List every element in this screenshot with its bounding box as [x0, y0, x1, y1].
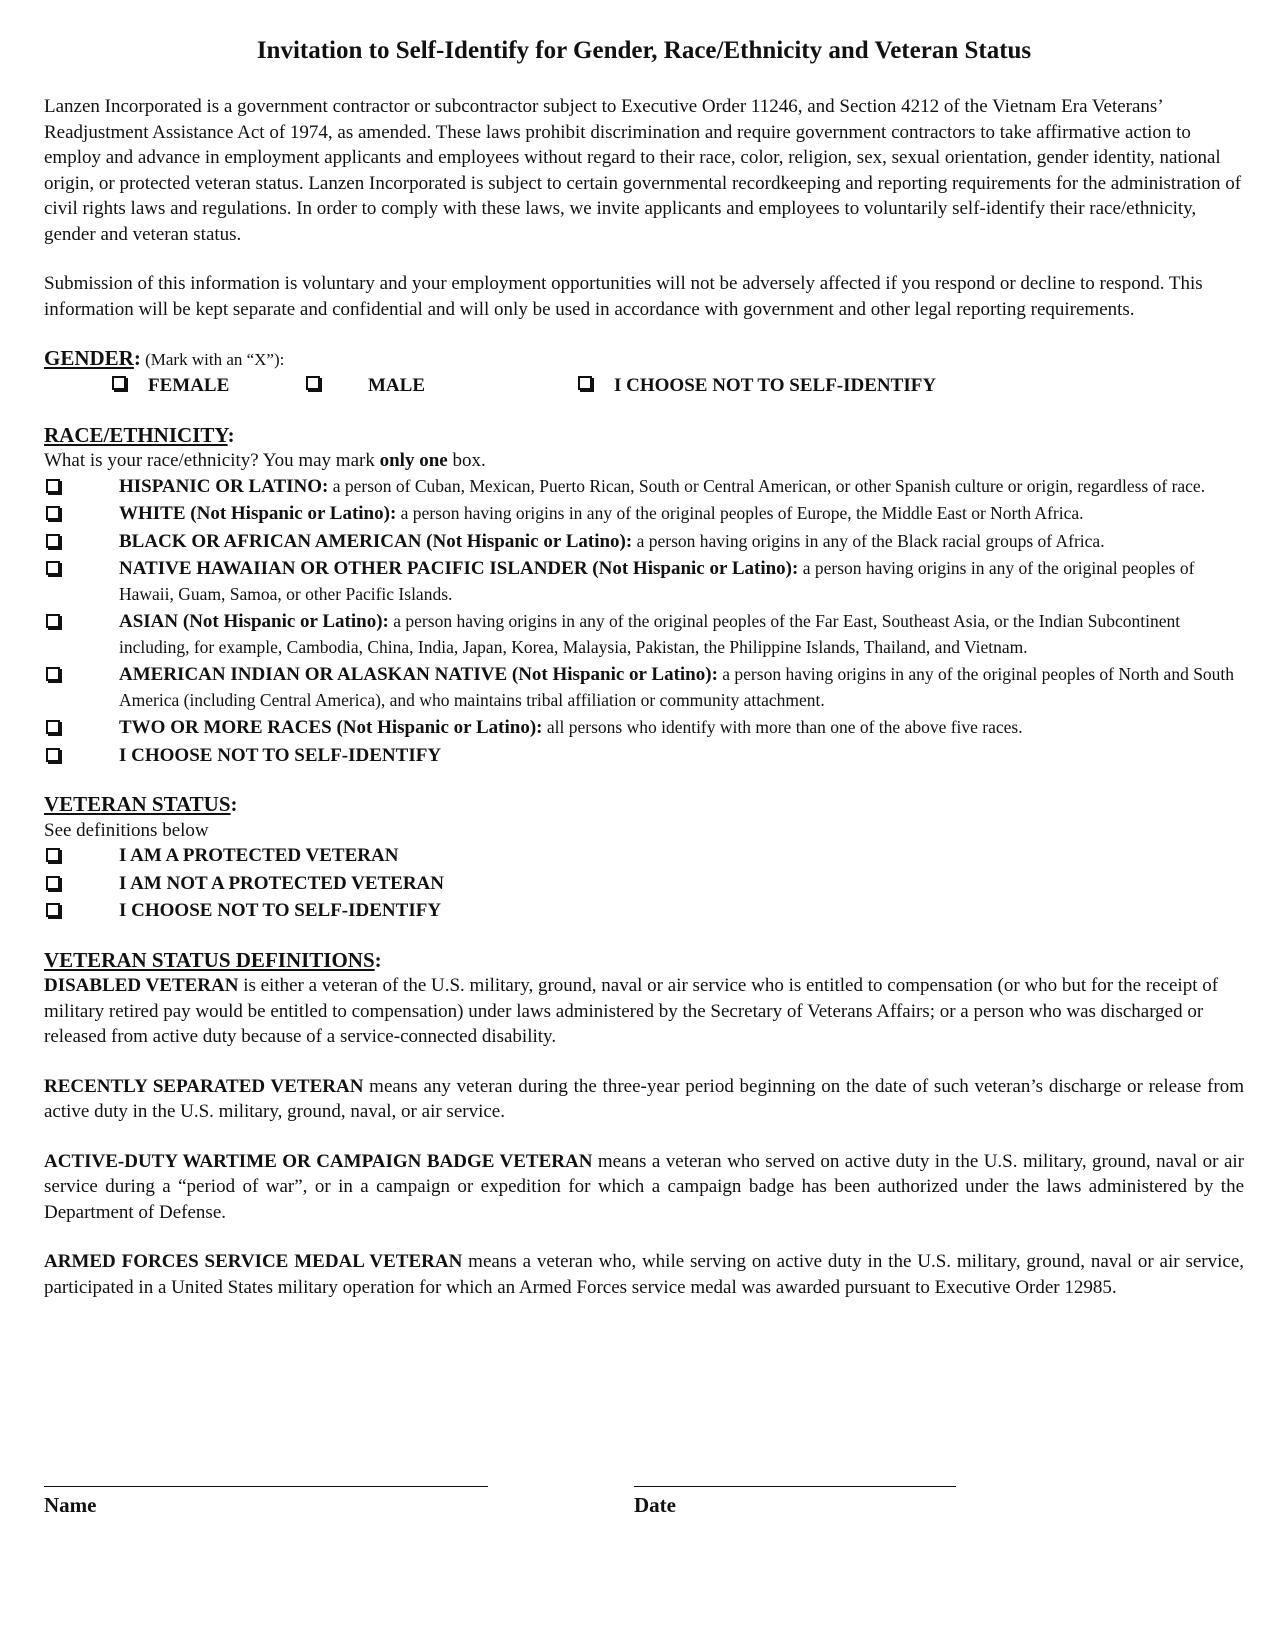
- checkbox-icon[interactable]: [112, 376, 126, 390]
- veteran-heading-line: VETERAN STATUS:: [44, 792, 238, 816]
- checkbox-icon[interactable]: [46, 561, 60, 575]
- race-option-pacific-islander[interactable]: [44, 556, 1244, 607]
- checkbox-icon[interactable]: [46, 748, 60, 762]
- race-option-decline[interactable]: [44, 743, 1244, 769]
- race-option-label: WHITE (Not Hispanic or Latino):: [119, 503, 397, 524]
- race-option-desc: a person having origins in any of the original peoples of the Far East, Southeast Asia, or the Indian Subcontinent including, for example, Cambodia, China, India, Japan, Korea, Malaysia, Pakistan, the Philippine Islands, Thailand, and Vietnam.: [119, 611, 1181, 657]
- checkbox-icon[interactable]: [46, 848, 60, 862]
- race-option-label: I CHOOSE NOT TO SELF-IDENTIFY: [119, 744, 442, 766]
- gender-option-label: FEMALE: [148, 374, 230, 396]
- race-prompt: What is your race/ethnicity? You may mark only one box.: [44, 450, 486, 471]
- race-option-hispanic[interactable]: [44, 474, 1244, 500]
- definitions-section: [44, 948, 1244, 1301]
- veteran-option-protected[interactable]: [44, 843, 1244, 869]
- date-signature-field[interactable]: [634, 1486, 956, 1519]
- race-option-label: NATIVE HAWAIIAN OR OTHER PACIFIC ISLANDER (Not Hispanic or Latino):: [119, 558, 799, 579]
- race-option-desc: a person having origins in any of the Black racial groups of Africa.: [632, 530, 1105, 551]
- page-title: Invitation to Self-Identify for Gender, Race/Ethnicity and Veteran Status: [256, 37, 1032, 64]
- checkbox-icon[interactable]: [46, 876, 60, 890]
- race-option-white[interactable]: [44, 501, 1244, 527]
- intro-paragraph-1: Lanzen Incorporated is a government contractor or subcontractor subject to Executive Order 11246, and Section 4212 of the Vietnam Era Veterans’ Readjustment Assistance Act of 1974, as amended. These laws prohibit discrimination and require government contractors to take affirmative action to employ and advance in employment applicants and employees without regard to their race, color, religion, sex, sexual orientation, gender identity, national origin, or protected veteran status. Lanzen Incorporated is subject to certain governmental recordkeeping and reporting requirements for the administration of civil rights laws and regulations. In order to comply with these laws, we invite applicants and employees to voluntarily self-identify their race/ethnicity, gender and veteran status.: [44, 96, 1242, 245]
- race-option-desc: a person having origins in any of the original peoples of Europe, the Middle East or North Africa.: [396, 503, 1084, 523]
- veteran-subtext: See definitions below: [44, 819, 209, 841]
- definition-disabled-veteran: DISABLED VETERAN is either a veteran of the U.S. military, ground, naval or air service who is entitled to compensation (or who but for the receipt of military retired pay would be entitled to compensation) under laws administered by the Secretary of Veterans Affairs; or a person who was discharged or released from active duty because of a service-connected disability.: [44, 975, 1219, 1047]
- checkbox-icon[interactable]: [46, 479, 60, 493]
- race-option-label: HISPANIC OR LATINO:: [119, 475, 329, 497]
- race-option-desc: all persons who identify with more than one of the above five races.: [542, 717, 1023, 737]
- veteran-option-label: I AM A PROTECTED VETERAN: [119, 845, 399, 866]
- veteran-option-label: I AM NOT A PROTECTED VETERAN: [119, 872, 445, 894]
- checkbox-icon[interactable]: [306, 376, 320, 390]
- gender-options: [44, 373, 1244, 401]
- checkbox-icon[interactable]: [46, 903, 60, 917]
- race-heading-line: RACE/ETHNICITY:: [44, 422, 235, 447]
- checkbox-icon[interactable]: [46, 534, 60, 548]
- name-line[interactable]: [44, 1486, 488, 1487]
- race-option-desc: a person having origins in any of the original peoples of North and South America (including Central America), and who maintains tribal affiliation or community attachment.: [119, 664, 1235, 710]
- race-option-label: ASIAN (Not Hispanic or Latino):: [119, 611, 389, 632]
- checkbox-icon[interactable]: [46, 720, 60, 734]
- gender-option-label: I CHOOSE NOT TO SELF-IDENTIFY: [614, 374, 937, 396]
- race-option-label: TWO OR MORE RACES (Not Hispanic or Latino):: [119, 717, 543, 738]
- gender-option-label: MALE: [368, 374, 425, 396]
- checkbox-icon[interactable]: [578, 376, 592, 390]
- race-option-desc: a person having origins in any of the original peoples of Hawaii, Guam, Samoa, or other Pacific Islands.: [119, 558, 1195, 604]
- form-page: [44, 34, 1244, 1324]
- gender-instruction: (Mark with an “X”):: [140, 350, 285, 369]
- veteran-option-label: I CHOOSE NOT TO SELF-IDENTIFY: [119, 900, 442, 921]
- veteran-option-decline[interactable]: [44, 898, 1244, 924]
- veteran-option-not-protected[interactable]: [44, 871, 1244, 897]
- checkbox-icon[interactable]: [46, 667, 60, 681]
- race-heading: RACE/ETHNICITY: [44, 422, 228, 447]
- definitions-heading: VETERAN STATUS DEFINITIONS: [44, 947, 375, 972]
- gender-option-female[interactable]: [112, 373, 229, 399]
- race-option-american-indian[interactable]: [44, 662, 1244, 713]
- gender-heading-line: GENDER: (Mark with an “X”):: [44, 346, 285, 370]
- definition-service-medal: ARMED FORCES SERVICE MEDAL VETERAN means a veteran who, while serving on active duty in the U.S. military, ground, naval or air service, participated in a United States military operation for which an Armed Forces service medal was awarded pursuant to Executive Order 12985.: [44, 1251, 1244, 1298]
- race-option-desc: a person of Cuban, Mexican, Puerto Rican, South or Central American, or other Spanish culture or origin, regardless of race.: [328, 475, 1206, 496]
- date-line[interactable]: [634, 1486, 956, 1487]
- race-option-label: AMERICAN INDIAN OR ALASKAN NATIVE (Not Hispanic or Latino):: [119, 664, 718, 685]
- gender-option-decline[interactable]: [578, 373, 936, 399]
- veteran-section: [44, 792, 1244, 924]
- race-option-asian[interactable]: [44, 609, 1244, 660]
- gender-heading: GENDER: [44, 346, 134, 370]
- race-section: [44, 423, 1244, 769]
- definition-campaign-badge: ACTIVE-DUTY WARTIME OR CAMPAIGN BADGE VETERAN means a veteran who served on active duty in the U.S. military, ground, naval or air service during a “period of war”, or in a campaign or expedition for which a campaign badge has been authorized under the laws administered by the Department of Defense.: [44, 1150, 1244, 1223]
- date-label: Date: [634, 1493, 676, 1517]
- definitions-heading-line: VETERAN STATUS DEFINITIONS:: [44, 947, 382, 972]
- race-option-label: BLACK OR AFRICAN AMERICAN (Not Hispanic or Latino):: [119, 530, 633, 552]
- checkbox-icon[interactable]: [46, 506, 60, 520]
- name-signature-field[interactable]: [44, 1486, 488, 1519]
- checkbox-icon[interactable]: [46, 614, 60, 628]
- definition-recently-separated: RECENTLY SEPARATED VETERAN means any veteran during the three-year period beginning on the date of such veteran’s discharge or release from active duty in the U.S. military, ground, naval, or air service.: [44, 1075, 1244, 1122]
- race-option-two-or-more[interactable]: [44, 715, 1244, 741]
- name-label: Name: [44, 1493, 97, 1517]
- intro-paragraph-2: Submission of this information is voluntary and your employment opportunities will not be adversely affected if you respond or decline to respond. This information will be kept separate and confidential and will only be used in accordance with government and other legal reporting requirements.: [44, 273, 1203, 320]
- gender-section: [44, 346, 1244, 401]
- race-option-black[interactable]: [44, 529, 1244, 555]
- veteran-heading: VETERAN STATUS: [44, 792, 231, 816]
- gender-option-male[interactable]: [306, 373, 425, 399]
